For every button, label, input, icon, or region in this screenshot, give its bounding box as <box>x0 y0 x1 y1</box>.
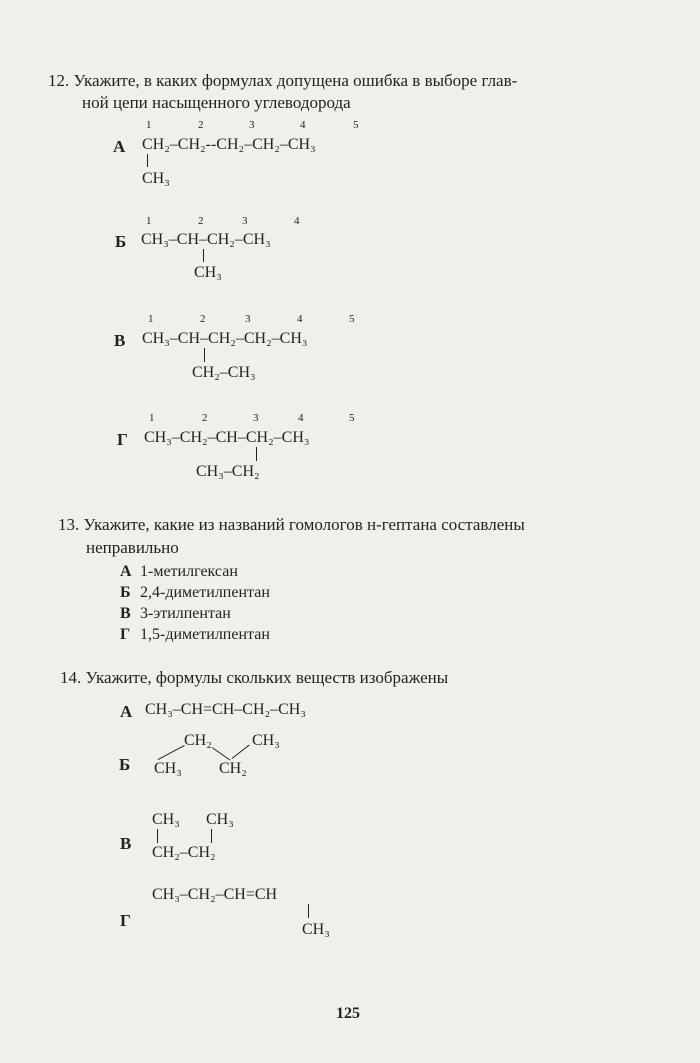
q12-b-formula: CH₃–CH–CH₂–CH₃ <box>141 231 271 248</box>
q14-v-bond2 <box>211 829 212 843</box>
q12-g-branch: CH₃–CH₂ <box>196 463 260 480</box>
q12-g-formula: CH₃–CH₂–CH–CH₂–CH₃ <box>144 429 310 446</box>
q14-g-label: Г <box>120 911 131 930</box>
q12-a-branch: CH₃ <box>142 170 170 187</box>
q12-g-num1: 1 <box>149 412 155 424</box>
q12-a-formula: CH₂–CH₂--CH₂–CH₂–CH₃ <box>142 136 316 153</box>
q14-b-bond3 <box>232 745 250 759</box>
q13-option-a: А 1-метилгексан <box>120 563 238 580</box>
q14-b-bot2: CH₂ <box>219 760 247 777</box>
q12-g-label: Г <box>117 430 128 449</box>
q14-g-branch: CH₃ <box>302 921 330 938</box>
q12-b-label: Б <box>115 232 127 251</box>
q12-a-num2: 2 <box>198 119 204 131</box>
q12-a-label: А <box>113 137 126 156</box>
q12-b-bond <box>203 249 204 262</box>
q12-v-bond <box>204 348 205 362</box>
q14-v-top2: CH₃ <box>206 811 234 828</box>
q12-b-num1: 1 <box>146 215 152 227</box>
q14-a-formula: CH₃–CH=CH–CH₂–CH₃ <box>145 701 306 718</box>
q12-v-branch: CH₂–CH₃ <box>192 364 256 381</box>
q12-g-bond <box>256 447 257 461</box>
q14-g-formula: CH₃–CH₂–CH=CH <box>152 886 278 903</box>
q13-option-g: Г 1,5-диметилпентан <box>120 626 270 643</box>
q12-b-num4: 4 <box>294 215 300 227</box>
q14-b-top2: CH₃ <box>252 732 280 749</box>
q12-a-num5: 5 <box>353 119 359 131</box>
q14-b-top1: CH₂ <box>184 732 212 749</box>
q12-a-num1: 1 <box>146 119 152 131</box>
q12-text-line1: 12. Укажите, в каких формулах допущена ошибка в выборе глав- <box>48 71 518 90</box>
q12-v-num3: 3 <box>245 313 251 325</box>
q14-b-bot1: CH₃ <box>154 760 182 777</box>
q14-v-label: В <box>120 834 132 853</box>
q12-g-num4: 4 <box>298 412 304 424</box>
q12-a-num4: 4 <box>300 119 306 131</box>
q12-b-num3: 3 <box>242 215 248 227</box>
q14-text: 14. Укажите, формулы скольких веществ изображены <box>60 668 449 687</box>
q12-b-num2: 2 <box>198 215 204 227</box>
q14-a-label: А <box>120 702 133 721</box>
q12-text-line2: ной цепи насыщенного углеводорода <box>82 93 351 112</box>
q12-v-num5: 5 <box>349 313 355 325</box>
page-number: 125 <box>336 1005 360 1022</box>
q14-g-bond <box>308 904 309 918</box>
q12-a-bond <box>147 154 148 167</box>
q12-v-label: В <box>114 331 126 350</box>
q14-v-bottom: CH₂–CH₂ <box>152 844 216 861</box>
q12-b-branch: CH₃ <box>194 264 222 281</box>
q12-g-num2: 2 <box>202 412 208 424</box>
q12-v-num4: 4 <box>297 313 303 325</box>
q12-g-num5: 5 <box>349 412 355 424</box>
q13-text-line2: неправильно <box>86 538 179 557</box>
q12-g-num3: 3 <box>253 412 259 424</box>
q14-b-bond1 <box>158 745 185 760</box>
q14-b-label: Б <box>119 755 131 774</box>
q14-v-bond1 <box>157 829 158 843</box>
q12-v-num1: 1 <box>148 313 154 325</box>
q13-text-line1: 13. Укажите, какие из названий гомологов н-гептана составлены <box>58 515 525 534</box>
q14-v-top1: CH₃ <box>152 811 180 828</box>
q12-v-num2: 2 <box>200 313 206 325</box>
q12-a-num3: 3 <box>249 119 255 131</box>
q12-v-formula: CH₃–CH–CH₂–CH₂–CH₃ <box>142 330 308 347</box>
q13-option-v: В 3-этилпентан <box>120 605 231 622</box>
q13-option-b: Б 2,4-диметилпентан <box>120 584 270 601</box>
q14-b-bond2 <box>212 747 231 761</box>
